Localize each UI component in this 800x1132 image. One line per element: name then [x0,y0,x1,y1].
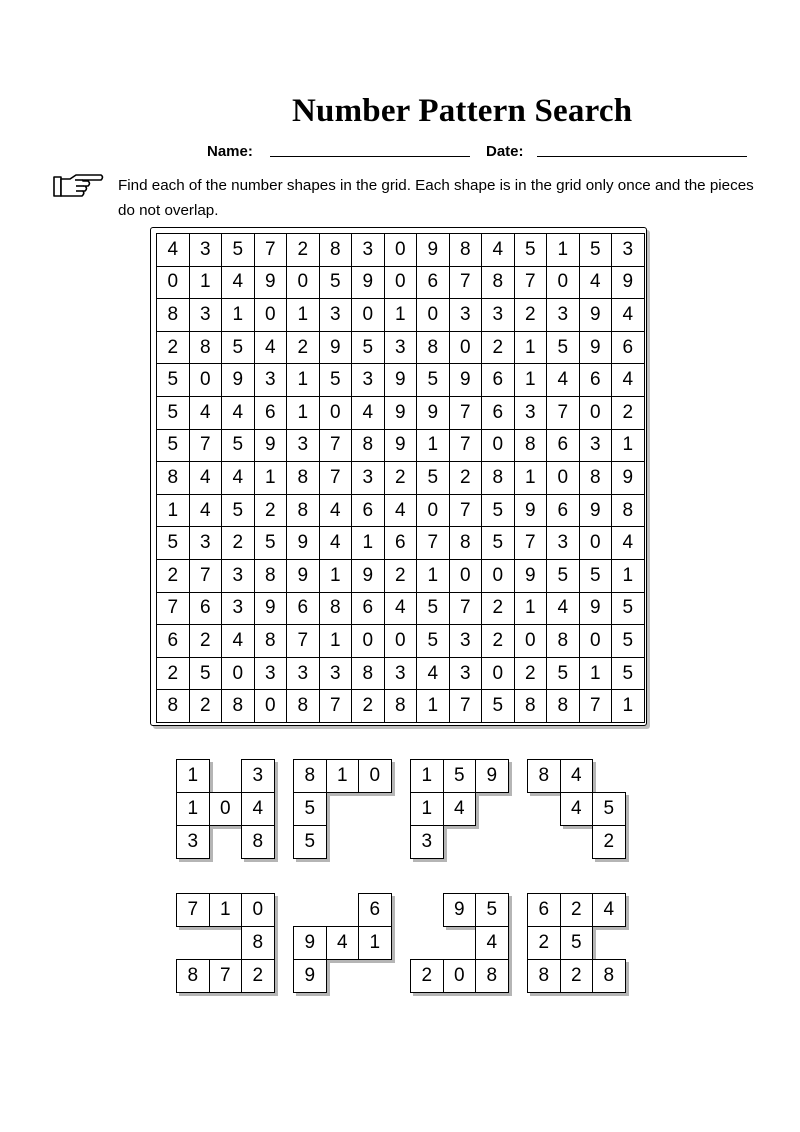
grid-cell[interactable]: 7 [580,690,613,723]
grid-cell[interactable]: 9 [352,267,385,300]
grid-cell[interactable]: 1 [515,332,548,365]
grid-cell[interactable]: 8 [352,430,385,463]
grid-cell[interactable]: 0 [482,430,515,463]
shape-cell: 2 [410,959,444,993]
grid-cell[interactable]: 7 [320,462,353,495]
grid-cell[interactable]: 2 [612,397,645,430]
shape-cell: 8 [475,959,509,993]
grid-cell[interactable]: 7 [547,397,580,430]
grid-cell[interactable]: 9 [580,495,613,528]
grid-cell[interactable]: 0 [352,299,385,332]
grid-cell[interactable]: 4 [612,527,645,560]
grid-cell[interactable]: 2 [385,462,418,495]
grid-cell[interactable]: 4 [612,299,645,332]
grid-cell[interactable]: 5 [547,658,580,691]
shape-cell: 1 [176,792,210,826]
grid-cell[interactable]: 8 [222,690,255,723]
grid-cell[interactable]: 0 [515,625,548,658]
shape-cell: 6 [358,893,392,927]
grid-cell[interactable]: 6 [352,593,385,626]
grid-cell[interactable]: 8 [157,690,190,723]
shape-cell: 5 [475,893,509,927]
grid-cell[interactable]: 3 [352,234,385,267]
grid-cell[interactable]: 6 [482,397,515,430]
grid-cell[interactable]: 7 [255,234,288,267]
grid-cell[interactable]: 4 [222,267,255,300]
shape-cell: 8 [527,959,561,993]
grid-cell[interactable]: 3 [287,658,320,691]
grid-cell[interactable]: 7 [320,690,353,723]
grid-cell[interactable]: 7 [320,430,353,463]
grid-cell[interactable]: 3 [612,234,645,267]
shape-cell: 5 [560,926,594,960]
grid-cell[interactable]: 2 [157,658,190,691]
grid-cell[interactable]: 5 [222,332,255,365]
grid-cell[interactable]: 2 [482,332,515,365]
grid-cell[interactable]: 0 [157,267,190,300]
grid-cell[interactable]: 3 [580,430,613,463]
grid-cell[interactable]: 8 [320,593,353,626]
name-field[interactable] [270,156,470,157]
grid-cell[interactable]: 7 [450,397,483,430]
grid-cell[interactable]: 5 [255,527,288,560]
grid-cell[interactable]: 4 [222,462,255,495]
grid-cell[interactable]: 1 [222,299,255,332]
grid-cell[interactable]: 9 [385,397,418,430]
grid-cell[interactable]: 8 [157,462,190,495]
grid-cell[interactable]: 5 [612,658,645,691]
shape-cell: 4 [241,792,275,826]
grid-cell[interactable]: 9 [222,364,255,397]
grid-cell[interactable]: 1 [287,299,320,332]
grid-cell[interactable]: 6 [580,364,613,397]
shape-cell: 1 [410,792,444,826]
shape-cell: 3 [176,825,210,859]
grid-cell[interactable]: 3 [547,527,580,560]
grid-cell[interactable]: 0 [385,234,418,267]
shape-cell: 8 [241,926,275,960]
grid-cell[interactable]: 8 [287,462,320,495]
grid-cell[interactable]: 4 [320,527,353,560]
grid-cell[interactable]: 8 [515,690,548,723]
grid-cell[interactable]: 3 [547,299,580,332]
grid-cell[interactable]: 0 [547,267,580,300]
grid-cell[interactable]: 5 [417,625,450,658]
grid-cell[interactable]: 0 [255,299,288,332]
shape-cell: 1 [176,759,210,793]
grid-cell[interactable]: 9 [515,560,548,593]
grid-cell[interactable]: 0 [385,267,418,300]
grid-cell[interactable]: 5 [580,234,613,267]
grid-cell[interactable]: 2 [482,593,515,626]
shape-cell: 5 [293,825,327,859]
grid-cell[interactable]: 9 [352,560,385,593]
date-field[interactable] [537,156,747,157]
grid-cell[interactable]: 9 [255,430,288,463]
number-grid [150,227,647,726]
grid-cell[interactable]: 6 [287,593,320,626]
grid-cell[interactable]: 0 [352,625,385,658]
grid-cell[interactable]: 1 [515,364,548,397]
grid-cell[interactable]: 4 [385,495,418,528]
grid-cell[interactable]: 4 [547,593,580,626]
grid-cell[interactable]: 9 [287,527,320,560]
grid-cell[interactable]: 1 [417,430,450,463]
grid-cell[interactable]: 0 [320,397,353,430]
grid-cell[interactable]: 6 [157,625,190,658]
grid-cell[interactable]: 8 [287,690,320,723]
grid-cell[interactable]: 0 [450,332,483,365]
grid-cell[interactable]: 2 [157,332,190,365]
grid-cell[interactable]: 3 [450,658,483,691]
grid-cell[interactable]: 6 [385,527,418,560]
grid-cell[interactable]: 0 [580,527,613,560]
grid-cell[interactable]: 8 [547,690,580,723]
shape-cell: 9 [293,959,327,993]
shape-cell: 2 [592,825,626,859]
grid-cell[interactable]: 3 [352,462,385,495]
grid-cell[interactable]: 8 [547,625,580,658]
shape-cell: 0 [358,759,392,793]
grid-cell[interactable]: 5 [157,397,190,430]
grid-cell[interactable]: 3 [190,299,223,332]
grid-cell[interactable]: 7 [450,267,483,300]
grid-cell[interactable]: 3 [222,593,255,626]
grid-cell[interactable]: 2 [157,560,190,593]
grid-cell[interactable]: 4 [352,397,385,430]
grid-cell[interactable]: 2 [482,625,515,658]
instructions: Find each of the number shapes in the grid. Each shape is in the grid only once and the pieces do not overlap. [118,177,754,219]
grid-cell[interactable]: 9 [320,332,353,365]
grid-cell[interactable]: 0 [482,658,515,691]
grid-cell[interactable]: 8 [450,527,483,560]
grid-cell[interactable]: 8 [320,234,353,267]
grid-cell[interactable]: 0 [222,658,255,691]
shape-cell: 5 [443,759,477,793]
grid-cell[interactable]: 5 [482,527,515,560]
grid-cell[interactable]: 3 [320,299,353,332]
grid-cell[interactable]: 5 [320,364,353,397]
grid-cell[interactable]: 3 [352,364,385,397]
shape-cell: 1 [209,893,243,927]
grid-cell[interactable]: 1 [547,234,580,267]
shape-cell: 0 [209,792,243,826]
grid-cell[interactable]: 5 [157,527,190,560]
shape-cell: 2 [560,893,594,927]
grid-cell[interactable]: 4 [190,397,223,430]
grid-cell[interactable]: 8 [612,495,645,528]
grid-cell[interactable]: 2 [255,495,288,528]
grid-cell[interactable]: 8 [190,332,223,365]
grid-cell[interactable]: 0 [580,625,613,658]
grid-cell[interactable]: 8 [482,267,515,300]
grid-cell[interactable]: 7 [515,267,548,300]
grid-cells [156,233,645,723]
grid-cell[interactable]: 2 [515,299,548,332]
grid-cell[interactable]: 3 [255,658,288,691]
shape-cell: 8 [176,959,210,993]
grid-cell[interactable]: 8 [287,495,320,528]
grid-cell[interactable]: 5 [222,430,255,463]
grid-cell[interactable]: 9 [417,397,450,430]
grid-cell[interactable]: 7 [450,593,483,626]
grid-cell[interactable]: 6 [190,593,223,626]
grid-cell[interactable]: 5 [417,364,450,397]
date-label: Date: [486,143,524,160]
grid-cell[interactable]: 1 [320,625,353,658]
grid-cell[interactable]: 1 [190,267,223,300]
grid-cell[interactable]: 0 [287,267,320,300]
shape-cell: 8 [293,759,327,793]
shape-cell: 4 [443,792,477,826]
grid-cell[interactable]: 9 [580,593,613,626]
grid-cell[interactable]: 1 [612,560,645,593]
shape-cell: 3 [241,759,275,793]
grid-cell[interactable]: 8 [352,658,385,691]
grid-cell[interactable]: 2 [287,332,320,365]
grid-cell[interactable]: 9 [385,364,418,397]
grid-cell[interactable]: 2 [222,527,255,560]
grid-cell[interactable]: 6 [255,397,288,430]
grid-cell[interactable]: 4 [222,397,255,430]
shape-cell: 9 [475,759,509,793]
grid-cell[interactable]: 0 [547,462,580,495]
name-label: Name: [207,143,253,160]
grid-cell[interactable]: 4 [482,234,515,267]
shape-cell: 8 [527,759,561,793]
grid-cell[interactable]: 4 [547,364,580,397]
grid-cell[interactable]: 3 [482,299,515,332]
grid-cell[interactable]: 4 [320,495,353,528]
shape-cell: 8 [592,959,626,993]
grid-cell[interactable]: 0 [450,560,483,593]
grid-cell[interactable]: 5 [157,364,190,397]
shape-cell: 7 [209,959,243,993]
grid-cell[interactable]: 9 [385,430,418,463]
grid-cell[interactable]: 5 [320,267,353,300]
grid-cell[interactable]: 3 [515,397,548,430]
grid-cell[interactable]: 2 [190,625,223,658]
grid-cell[interactable]: 5 [352,332,385,365]
grid-cell[interactable]: 5 [190,658,223,691]
grid-cell[interactable]: 3 [450,299,483,332]
grid-cell[interactable]: 6 [482,364,515,397]
grid-cell[interactable]: 7 [450,430,483,463]
grid-cell[interactable]: 6 [547,430,580,463]
grid-cell[interactable]: 8 [417,332,450,365]
shape-cell: 9 [293,926,327,960]
page-title: Number Pattern Search [292,93,633,129]
grid-cell[interactable]: 3 [287,430,320,463]
shape-cell: 2 [241,959,275,993]
grid-cell[interactable]: 4 [255,332,288,365]
grid-cell[interactable]: 8 [515,430,548,463]
grid-cell[interactable]: 6 [612,332,645,365]
grid-cell[interactable]: 4 [580,267,613,300]
grid-cell[interactable]: 5 [547,332,580,365]
grid-cell[interactable]: 4 [190,462,223,495]
grid-cell[interactable]: 9 [612,462,645,495]
grid-cell[interactable]: 5 [580,560,613,593]
grid-cell[interactable]: 8 [157,299,190,332]
shape-cell: 1 [358,926,392,960]
grid-cell[interactable]: 1 [287,364,320,397]
grid-cell[interactable]: 7 [190,560,223,593]
grid-cell[interactable]: 2 [450,462,483,495]
grid-cell[interactable]: 5 [547,560,580,593]
grid-cell[interactable]: 5 [612,593,645,626]
shape-cell: 2 [527,926,561,960]
grid-cell[interactable]: 3 [450,625,483,658]
grid-cell[interactable]: 1 [417,690,450,723]
grid-cell[interactable]: 9 [612,267,645,300]
shape-cell: 4 [560,792,594,826]
grid-cell[interactable]: 3 [385,658,418,691]
grid-cell[interactable]: 8 [450,234,483,267]
grid-cell[interactable]: 0 [385,625,418,658]
grid-cell[interactable]: 9 [580,299,613,332]
grid-cell[interactable]: 5 [222,234,255,267]
grid-cell[interactable]: 2 [352,690,385,723]
grid-cell[interactable]: 7 [287,625,320,658]
shape-cell: 8 [241,825,275,859]
grid-cell[interactable]: 4 [157,234,190,267]
grid-cell[interactable]: 5 [515,234,548,267]
grid-cell[interactable]: 7 [190,430,223,463]
grid-cell[interactable]: 0 [482,560,515,593]
grid-cell[interactable]: 3 [190,527,223,560]
grid-cell[interactable]: 5 [482,690,515,723]
grid-cell[interactable]: 5 [417,462,450,495]
grid-cell[interactable]: 5 [612,625,645,658]
grid-cell[interactable]: 9 [255,267,288,300]
grid-cell[interactable]: 2 [287,234,320,267]
grid-cell[interactable]: 1 [612,430,645,463]
grid-cell[interactable]: 0 [190,364,223,397]
grid-cell[interactable]: 0 [255,690,288,723]
grid-cell[interactable]: 2 [190,690,223,723]
grid-cell[interactable]: 1 [320,560,353,593]
grid-cell[interactable]: 8 [255,625,288,658]
grid-cell[interactable]: 1 [385,299,418,332]
shape-cell: 5 [592,792,626,826]
grid-cell[interactable]: 9 [515,495,548,528]
shape-cell: 6 [527,893,561,927]
pointing-hand-icon [52,171,106,201]
grid-cell[interactable]: 9 [580,332,613,365]
grid-cell[interactable]: 3 [320,658,353,691]
grid-cell[interactable]: 4 [417,658,450,691]
grid-cell[interactable]: 4 [612,364,645,397]
grid-cell[interactable]: 4 [190,495,223,528]
shape-cell: 1 [410,759,444,793]
shape-cell: 4 [592,893,626,927]
grid-cell[interactable]: 6 [417,267,450,300]
grid-cell[interactable]: 6 [547,495,580,528]
shape-cell: 4 [326,926,360,960]
shape-cell: 7 [176,893,210,927]
grid-cell[interactable]: 1 [352,527,385,560]
grid-cell[interactable]: 9 [287,560,320,593]
shape-cell: 5 [293,792,327,826]
grid-cell[interactable]: 5 [417,593,450,626]
grid-cell[interactable]: 7 [417,527,450,560]
grid-cell[interactable]: 8 [482,462,515,495]
grid-cell[interactable]: 1 [157,495,190,528]
grid-cell[interactable]: 1 [580,658,613,691]
grid-cell[interactable]: 2 [385,560,418,593]
grid-cell[interactable]: 7 [450,495,483,528]
grid-cell[interactable]: 9 [255,593,288,626]
grid-cell[interactable]: 3 [190,234,223,267]
grid-cell[interactable]: 1 [515,593,548,626]
grid-cell[interactable]: 1 [255,462,288,495]
grid-cell[interactable]: 1 [287,397,320,430]
grid-cell[interactable]: 1 [612,690,645,723]
grid-cell[interactable]: 3 [222,560,255,593]
grid-cell[interactable]: 0 [417,299,450,332]
grid-cell[interactable]: 1 [417,560,450,593]
grid-cell[interactable]: 9 [417,234,450,267]
grid-cell[interactable]: 5 [157,430,190,463]
grid-cell[interactable]: 8 [385,690,418,723]
shape-cell: 3 [410,825,444,859]
grid-cell[interactable]: 8 [580,462,613,495]
grid-cell[interactable]: 6 [352,495,385,528]
grid-cell[interactable]: 2 [515,658,548,691]
shape-cell: 1 [326,759,360,793]
grid-cell[interactable]: 1 [515,462,548,495]
grid-cell[interactable]: 7 [450,690,483,723]
grid-cell[interactable]: 7 [515,527,548,560]
shape-cell: 9 [443,893,477,927]
shape-cell: 0 [443,959,477,993]
grid-cell[interactable]: 4 [385,593,418,626]
shape-cell: 0 [241,893,275,927]
grid-cell[interactable]: 5 [482,495,515,528]
shape-cell: 2 [560,959,594,993]
grid-cell[interactable]: 9 [450,364,483,397]
grid-cell[interactable]: 0 [417,495,450,528]
grid-cell[interactable]: 0 [580,397,613,430]
grid-cell[interactable]: 3 [255,364,288,397]
grid-cell[interactable]: 4 [222,625,255,658]
grid-cell[interactable]: 8 [255,560,288,593]
grid-cell[interactable]: 7 [157,593,190,626]
shape-cell: 4 [560,759,594,793]
grid-cell[interactable]: 3 [385,332,418,365]
shape-cell: 4 [475,926,509,960]
grid-cell[interactable]: 5 [222,495,255,528]
